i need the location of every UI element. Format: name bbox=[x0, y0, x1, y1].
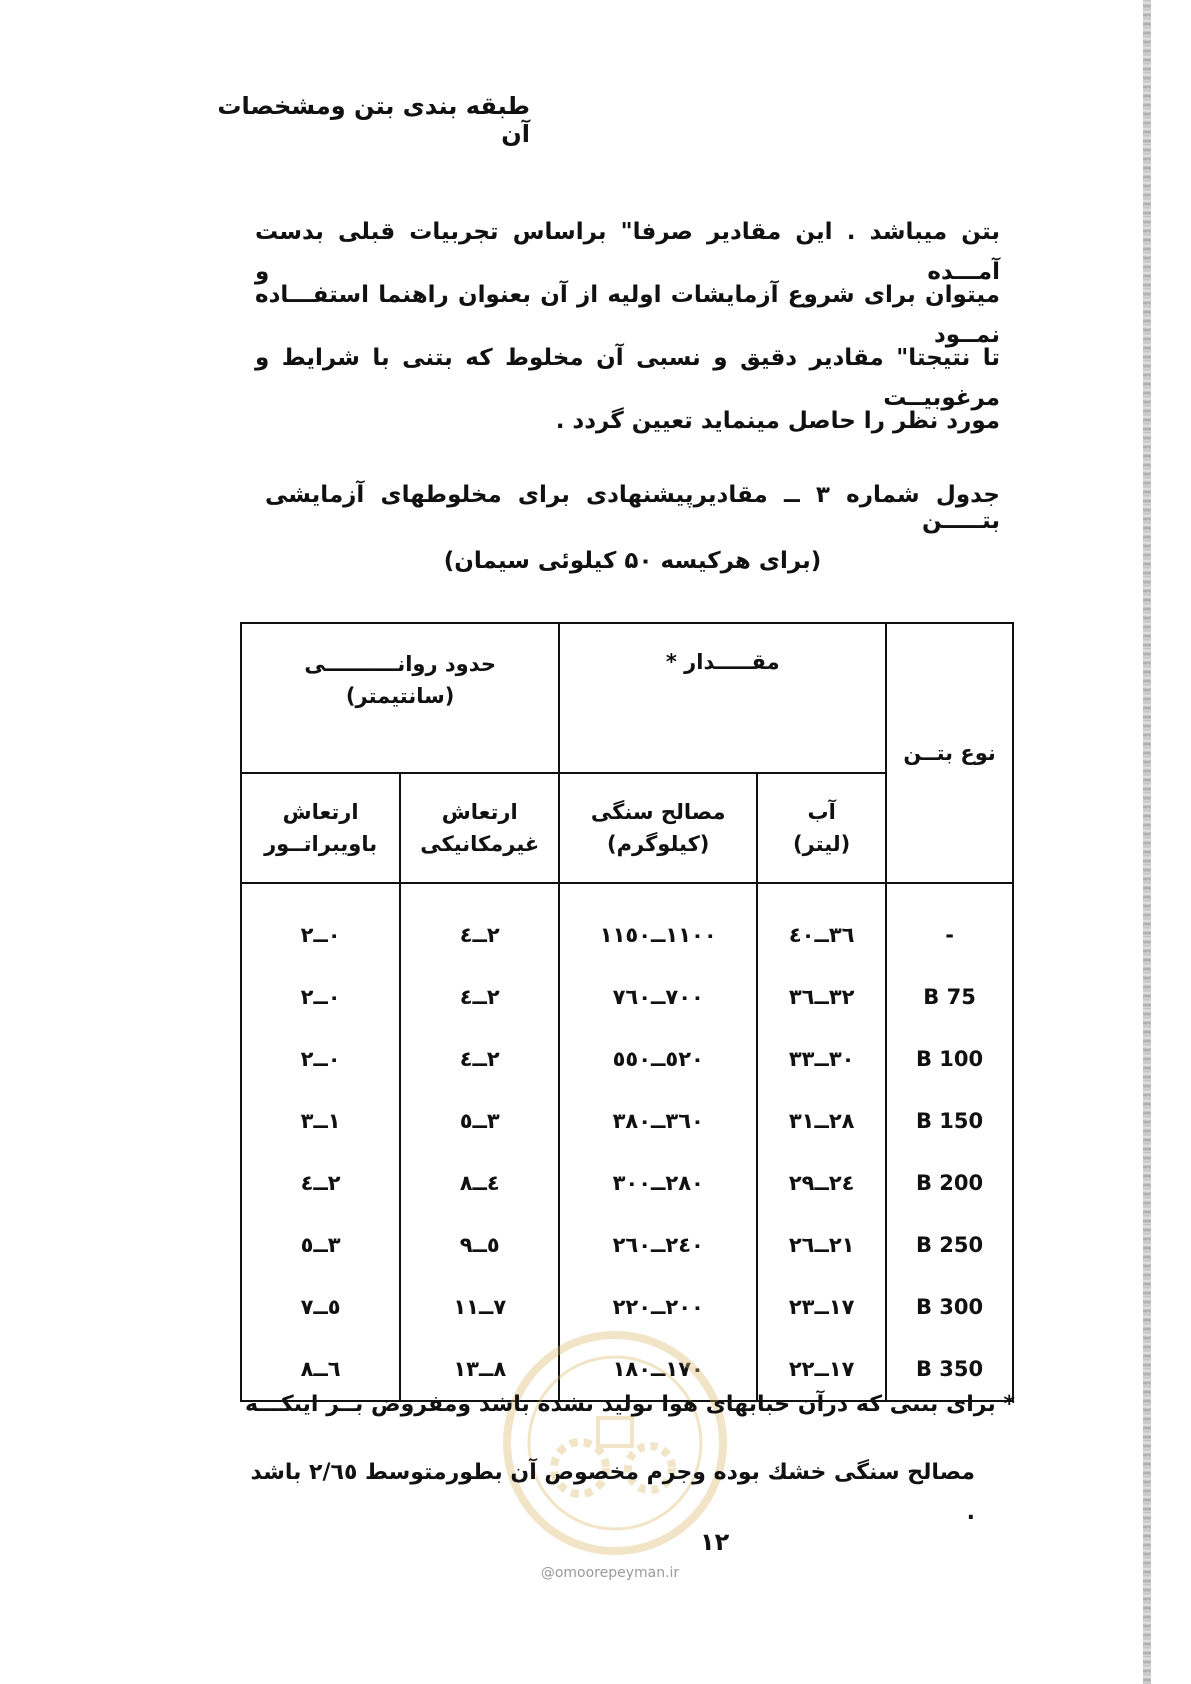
table-row bbox=[241, 1028, 1013, 1090]
cell-nonmech: ٨ــ١٣ bbox=[400, 1338, 559, 1401]
cell-aggregate: ١٧٠ــ١٨٠ bbox=[559, 1338, 757, 1401]
cell-nonmech: ٣ــ٥ bbox=[400, 1090, 559, 1152]
cell-nonmech: ٢ــ٤ bbox=[400, 1028, 559, 1090]
cell-water: ٣٦ــ٤٠ bbox=[757, 883, 886, 966]
col-header-water-line2: (لیتر) bbox=[792, 832, 851, 856]
col-header-vibrator-line2: باویبراتــور bbox=[264, 832, 378, 856]
col-header-slump-line1: حدود روانــــــــــی bbox=[304, 652, 496, 676]
cell-vibrator: ٣ــ٥ bbox=[241, 1214, 400, 1276]
cell-aggregate: ٥٢٠ــ٥٥٠ bbox=[559, 1028, 757, 1090]
cell-aggregate: ٢٨٠ــ٣٠٠ bbox=[559, 1152, 757, 1214]
col-header-slump-line2: (سانتیمتر) bbox=[345, 684, 455, 708]
cell-concrete-type: B 300 bbox=[886, 1276, 1013, 1338]
col-header-water-line1: آب bbox=[807, 800, 836, 824]
cell-nonmech: ٧ــ١١ bbox=[400, 1276, 559, 1338]
col-header-nonmech-vibration bbox=[400, 773, 559, 883]
table-row bbox=[241, 966, 1013, 1028]
cell-concrete-type: B 150 bbox=[886, 1090, 1013, 1152]
cell-nonmech: ٤ــ٨ bbox=[400, 1152, 559, 1214]
col-header-quantity-label: مقـــــدار * bbox=[665, 650, 780, 674]
table-row bbox=[241, 1090, 1013, 1152]
cell-water: ٣٢ــ٣٦ bbox=[757, 966, 886, 1028]
cell-concrete-type: B 75 bbox=[886, 966, 1013, 1028]
paragraph-line: مورد نظر را حاصل مینماید تعیین گردد . bbox=[555, 408, 1000, 434]
cell-vibrator: ٥ــ٧ bbox=[241, 1276, 400, 1338]
cell-concrete-type: B 100 bbox=[886, 1028, 1013, 1090]
cell-aggregate: ٢٠٠ــ٢٢٠ bbox=[559, 1276, 757, 1338]
col-header-water bbox=[757, 773, 886, 883]
col-header-aggregate bbox=[559, 773, 757, 883]
cell-aggregate: ٧٠٠ــ٧٦٠ bbox=[559, 966, 757, 1028]
cell-nonmech: ٢ــ٤ bbox=[400, 883, 559, 966]
cell-vibrator: ١ــ٣ bbox=[241, 1090, 400, 1152]
cell-vibrator: ٠ــ٢ bbox=[241, 966, 400, 1028]
page-number: ١٢ bbox=[700, 1528, 730, 1556]
col-header-quantity bbox=[559, 623, 886, 773]
cell-water: ٢١ــ٢٦ bbox=[757, 1214, 886, 1276]
table-row bbox=[241, 1152, 1013, 1214]
mix-proportions-table bbox=[240, 622, 1014, 1402]
cell-concrete-type: - bbox=[886, 883, 1013, 966]
cell-nonmech: ٥ــ٩ bbox=[400, 1214, 559, 1276]
paragraph-line: میتوان برای شروع آزمایشات اولیه از آن بعنوان راهنما استفـــاده نمــود bbox=[255, 282, 1000, 348]
cell-vibrator: ٠ــ٢ bbox=[241, 883, 400, 966]
cell-concrete-type: B 350 bbox=[886, 1338, 1013, 1401]
table-row bbox=[241, 883, 1013, 966]
watermark-site: @omoorepeyman.ir bbox=[540, 1565, 680, 1581]
cell-water: ٢٨ــ٣١ bbox=[757, 1090, 886, 1152]
table-caption-subtitle: (برای هرکیسه ۵۰ کیلوئی سیمان) bbox=[443, 548, 822, 574]
col-header-aggregate-line1: مصالح سنگی bbox=[590, 800, 726, 824]
paragraph-line: تا نتیجتا" مقادیر دقیق و نسبی آن مخلوط که بتنی با شرایط و مرغوبیــت bbox=[255, 345, 1000, 411]
footnote-line: مصالح سنگی خشك بوده وجرم مخصوص آن بطورمتوسط ٢/٦٥ باشد . bbox=[250, 1460, 975, 1525]
cell-aggregate: ١١٠٠ــ١١٥٠ bbox=[559, 883, 757, 966]
cell-aggregate: ٣٦٠ــ٣٨٠ bbox=[559, 1090, 757, 1152]
running-header: طبقه بندی بتن ومشخصات آن bbox=[217, 92, 530, 148]
col-header-nonmech-line2: غیرمکانیکی bbox=[420, 832, 540, 856]
cell-water: ٢٤ــ٢٩ bbox=[757, 1152, 886, 1214]
paragraph-line: بتن میباشد . این مقادیر صرفا" براساس تجربیات قبلی بدست آمـــده و bbox=[255, 219, 1000, 285]
scan-edge bbox=[1143, 0, 1151, 1684]
col-header-concrete-type: نوع بتــن bbox=[886, 623, 1013, 883]
cell-aggregate: ٢٤٠ــ٢٦٠ bbox=[559, 1214, 757, 1276]
cell-water: ١٧ــ٢٢ bbox=[757, 1338, 886, 1401]
col-header-nonmech-line1: ارتعاش bbox=[441, 800, 518, 824]
cell-nonmech: ٢ــ٤ bbox=[400, 966, 559, 1028]
cell-water: ٣٠ــ٣٣ bbox=[757, 1028, 886, 1090]
footnote-line: * برای بتنی که درآن حبابهای هوا تولید نشده باشد ومفروض بــر اینکـــه bbox=[245, 1392, 1015, 1417]
cell-vibrator: ٦ــ٨ bbox=[241, 1338, 400, 1401]
col-header-aggregate-line2: (کیلوگرم) bbox=[607, 832, 710, 856]
table-footnote bbox=[245, 1385, 1015, 1525]
cell-concrete-type: B 200 bbox=[886, 1152, 1013, 1214]
col-header-slump bbox=[241, 623, 559, 773]
cell-vibrator: ٢ــ٤ bbox=[241, 1152, 400, 1214]
table-caption: جدول شماره ۳ ــ مقادیرپیشنهادی برای مخلوطهای آزمایشی بتـــــن bbox=[265, 482, 1000, 534]
table-row bbox=[241, 1214, 1013, 1276]
cell-vibrator: ٠ــ٢ bbox=[241, 1028, 400, 1090]
cell-concrete-type: B 250 bbox=[886, 1214, 1013, 1276]
cell-water: ١٧ــ٢٣ bbox=[757, 1276, 886, 1338]
col-header-vibrator-line1: ارتعاش bbox=[282, 800, 359, 824]
body-paragraph bbox=[255, 212, 1000, 464]
col-header-vibrator bbox=[241, 773, 400, 883]
